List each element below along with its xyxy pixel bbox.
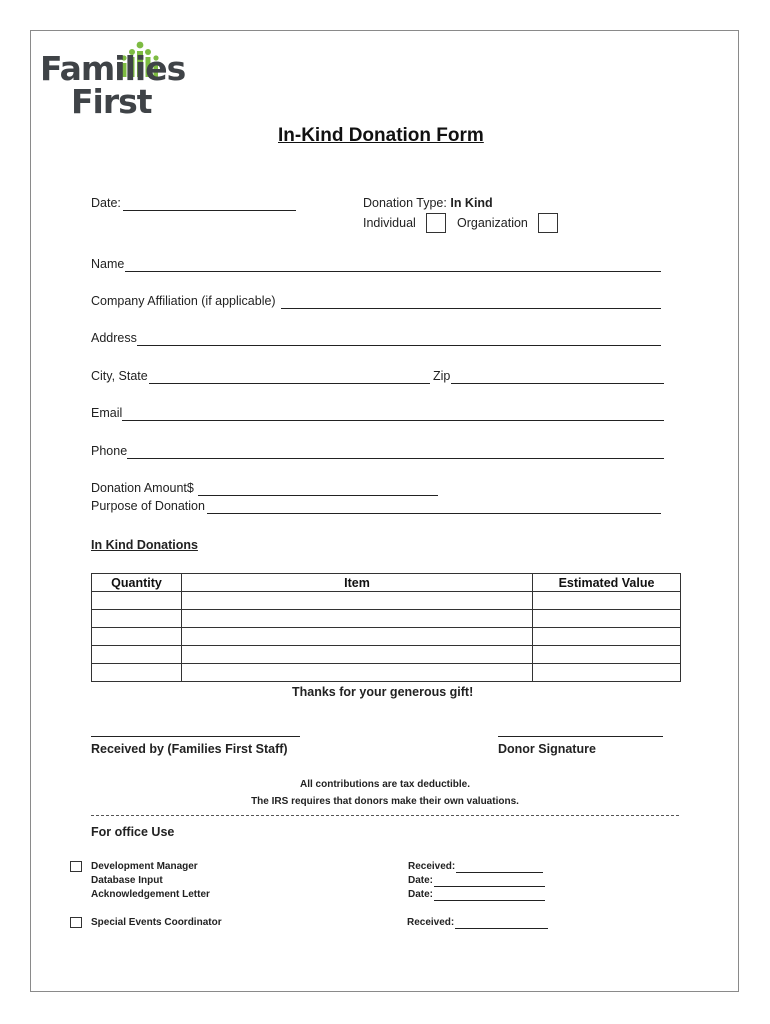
- quantity-cell[interactable]: [92, 646, 182, 664]
- date-field[interactable]: [123, 210, 296, 211]
- estimated-value-cell[interactable]: [533, 610, 681, 628]
- received-label-1: Received:: [408, 861, 456, 872]
- date-field-1[interactable]: [434, 886, 545, 887]
- company-field[interactable]: [281, 308, 661, 309]
- received-by-label: Received by (Families First Staff): [91, 742, 288, 756]
- date-label: Date:: [91, 196, 121, 210]
- phone-field[interactable]: [127, 458, 664, 459]
- column-header-estimated-value: Estimated Value: [533, 574, 681, 592]
- office-item-database-input: Database Input: [91, 875, 163, 886]
- estimated-value-cell[interactable]: [533, 664, 681, 682]
- item-cell[interactable]: [182, 664, 533, 682]
- donor-signature-line[interactable]: [498, 736, 663, 737]
- address-field[interactable]: [137, 345, 661, 346]
- donor-signature-label: Donor Signature: [498, 742, 596, 756]
- table-row: [92, 664, 681, 682]
- office-use-heading: For office Use: [91, 825, 175, 839]
- table-row: [92, 646, 681, 664]
- received-field-2[interactable]: [455, 928, 548, 929]
- column-header-quantity: Quantity: [92, 574, 182, 592]
- in-kind-heading: In Kind Donations: [91, 538, 198, 552]
- table-row: [92, 610, 681, 628]
- zip-field[interactable]: [451, 383, 664, 384]
- item-cell[interactable]: [182, 646, 533, 664]
- organization-label: Organization: [457, 216, 528, 230]
- quantity-cell[interactable]: [92, 664, 182, 682]
- estimated-value-cell[interactable]: [533, 646, 681, 664]
- section-divider: [91, 815, 679, 816]
- name-field[interactable]: [125, 271, 661, 272]
- item-cell[interactable]: [182, 628, 533, 646]
- thanks-message: Thanks for your generous gift!: [292, 685, 474, 699]
- email-field[interactable]: [122, 420, 664, 421]
- quantity-cell[interactable]: [92, 610, 182, 628]
- address-label: Address: [91, 331, 137, 345]
- individual-checkbox[interactable]: [426, 213, 446, 233]
- quantity-cell[interactable]: [92, 628, 182, 646]
- received-field-1[interactable]: [456, 872, 543, 873]
- tax-note: All contributions are tax deductible.: [299, 779, 471, 790]
- received-label-2: Received:: [407, 917, 455, 928]
- purpose-field[interactable]: [207, 513, 661, 514]
- table-header-row: [92, 574, 681, 592]
- date-label-2: Date:: [408, 889, 434, 900]
- email-label: Email: [91, 406, 123, 420]
- office-item-development-manager: Development Manager: [91, 861, 198, 872]
- date-label-1: Date:: [408, 875, 434, 886]
- purpose-label: Purpose of Donation: [91, 499, 205, 513]
- individual-label: Individual: [363, 216, 416, 230]
- table-row: [92, 592, 681, 610]
- donation-amount-label: Donation Amount$: [91, 481, 194, 495]
- donation-type-value: In Kind: [450, 196, 493, 210]
- special-events-checkbox[interactable]: [70, 917, 82, 928]
- estimated-value-cell[interactable]: [533, 592, 681, 610]
- received-by-signature-line[interactable]: [91, 736, 300, 737]
- development-manager-checkbox[interactable]: [70, 861, 82, 872]
- company-label: Company Affiliation (if applicable): [91, 294, 276, 308]
- column-header-item: Item: [182, 574, 533, 592]
- donation-type-label: Donation Type:: [363, 196, 451, 210]
- families-first-logo: [40, 40, 190, 120]
- in-kind-table: [91, 573, 681, 682]
- donation-amount-field[interactable]: [198, 495, 438, 496]
- quantity-cell[interactable]: [92, 592, 182, 610]
- date-field-2[interactable]: [434, 900, 545, 901]
- logo-word-families: Families: [40, 49, 186, 88]
- office-item-acknowledgement-letter: Acknowledgement Letter: [91, 889, 210, 900]
- estimated-value-cell[interactable]: [533, 628, 681, 646]
- city-state-field[interactable]: [149, 383, 430, 384]
- office-item-special-events-coordinator: Special Events Coordinator: [91, 917, 222, 928]
- table-row: [92, 628, 681, 646]
- zip-label: Zip: [433, 369, 451, 383]
- logo-word-first: First: [71, 82, 152, 121]
- name-label: Name: [91, 257, 125, 271]
- form-title: In-Kind Donation Form: [278, 125, 484, 146]
- organization-checkbox[interactable]: [538, 213, 558, 233]
- donation-type-line: [363, 196, 493, 210]
- item-cell[interactable]: [182, 610, 533, 628]
- city-state-label: City, State: [91, 369, 148, 383]
- item-cell[interactable]: [182, 592, 533, 610]
- irs-note: The IRS requires that donors make their own valuations.: [251, 796, 519, 807]
- phone-label: Phone: [91, 444, 128, 458]
